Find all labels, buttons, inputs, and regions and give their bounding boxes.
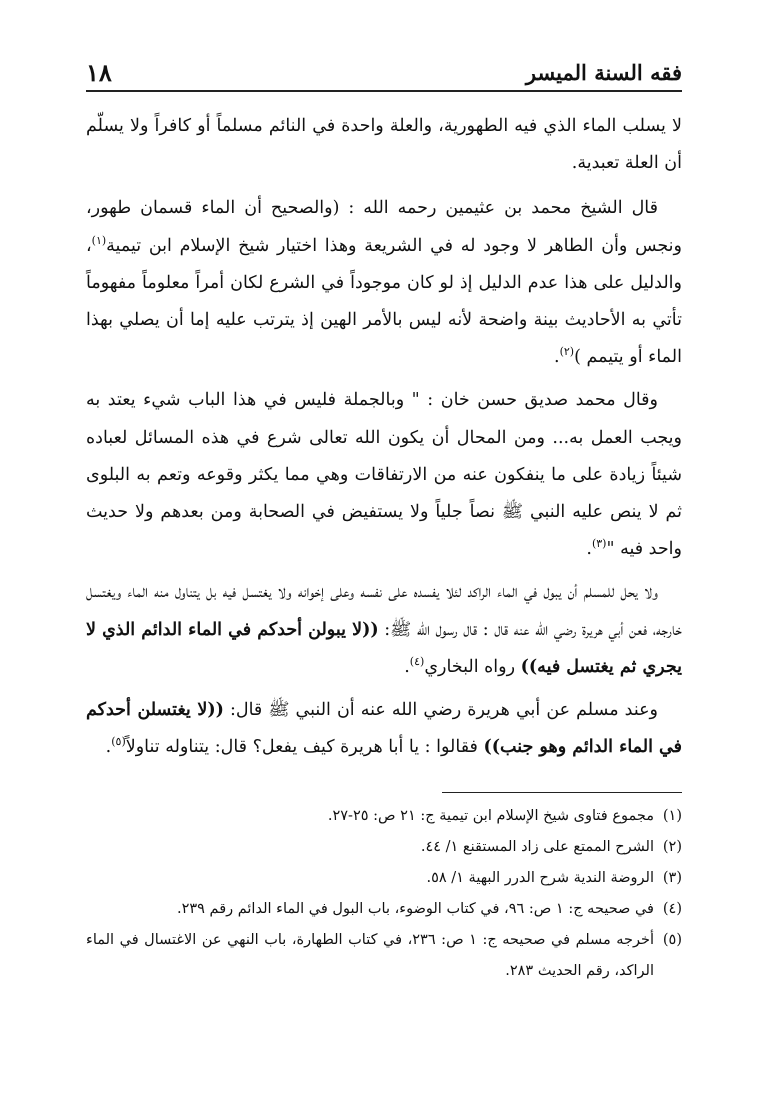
paragraph xyxy=(86,574,682,686)
footnote-text: الروضة الندية شرح الدرر البهية ١/ ٥٨. xyxy=(426,870,654,887)
paragraph-text: فقالوا : يا أبا هريرة كيف يفعل؟ قال: يتناوله تناولاً xyxy=(125,737,484,758)
footnote xyxy=(86,832,682,863)
footnote-text: مجموع فتاوى شيخ الإسلام ابن تيمية ج: ٢١ ص: ٢٥-٢٧. xyxy=(327,808,654,825)
footnote-number: (٥) xyxy=(662,932,682,949)
footnote-text: في صحيحه ج: ١ ص: ٩٦، في كتاب الوضوء، باب البول في الماء الدائم رقم ٢٣٩. xyxy=(176,901,654,918)
hadith-quote: ((لا يغتسلن أحدكم في الماء الدائم وهو جنب)) xyxy=(86,700,682,758)
paragraph-text: . xyxy=(586,539,592,560)
footnote-text: الشرح الممتع على زاد المستقنع ١/ ٤٤. xyxy=(420,839,654,856)
paragraph-text: وقال محمد صديق حسن خان : " وبالجملة فليس في هذا الباب شيء يعتد به ويجب العمل به... ومن المحال أن يكون الله تعالى شرع في هذه المسائل لعباده شيئاً زيادة على ما ينفكون عنه من الارتفاقات وهي مما يكثر وقوعه وتعم به البلوى ثم لا ينص عليه النبي ﷺ نصاً جلياً ولا يستفيض في الصحابة ومن بعدهم ولا حديث واحد فيه " xyxy=(86,390,682,560)
footnote xyxy=(86,801,682,832)
footnote xyxy=(86,925,682,987)
footnote-ref: (٢) xyxy=(559,345,575,359)
footnote-number: (٢) xyxy=(662,839,682,856)
paragraph-text: ، والدليل على هذا عدم الدليل إذ لو كان موجوداً في الشرع لكان أمراً معلوماً مفهوماً تأتي به الأحاديث بينة واضحة لأنه ليس بالأمر الهين إذ يترتب عليه إما أن يصلي بهذا الماء أو يتيمم ) xyxy=(86,235,682,368)
footnote-number: (٤) xyxy=(662,901,682,918)
paragraph-text: لا يسلب الماء الذي فيه الطهورية، والعلة واحدة في النائم مسلماً أو كافراً ولا يسلّم أن العلة تعبدية. xyxy=(86,116,682,174)
page-header xyxy=(86,50,682,92)
footnote-number: (١) xyxy=(662,808,682,825)
footnote xyxy=(86,863,682,894)
page-body xyxy=(86,108,682,987)
footnote-ref: (٤) xyxy=(409,655,425,669)
paragraph xyxy=(86,108,682,182)
paragraph-text: رواه البخاري xyxy=(424,656,521,677)
footnote-text: أخرجه مسلم في صحيحه ج: ١ ص: ٢٣٦، في كتاب الطهارة، باب النهي عن الاغتسال في الماء الراكد، رقم الحديث ٢٨٣. xyxy=(86,932,654,980)
paragraph-text: قال الشيخ محمد بن عثيمين رحمه الله : (والصحيح أن الماء قسمان طهور، ونجس وأن الطاهر لا وجود له في الشريعة وهذا اختيار شيخ الإسلام ابن تيمية xyxy=(86,198,682,256)
footnote-ref: (١) xyxy=(91,233,107,247)
footnote-ref: (٣) xyxy=(591,537,607,551)
paragraph-text: . xyxy=(554,347,560,368)
footnotes xyxy=(86,801,682,987)
paragraph-text: وعند مسلم عن أبي هريرة رضي الله عنه أن النبي ﷺ قال: xyxy=(223,700,659,721)
paragraph-text: ولا يحل للمسلم أن يبول في الماء الراكد لئلا يفسده على نفسه وعلى إخوانه ولا يغتسل فيه بل يتناول منه الماء ويغتسل خارجه، فعن أبي هريرة رضي الله عنه قال : قال رسول الله ﷺ: xyxy=(86,582,682,640)
page-number: ١٨ xyxy=(86,58,112,87)
paragraph xyxy=(86,692,682,766)
book-title: فقه السنة الميسر xyxy=(525,60,682,85)
paragraph xyxy=(86,382,682,568)
footnote-ref: (٥) xyxy=(111,735,126,749)
footnote-number: (٣) xyxy=(662,870,682,887)
paragraph-text: . xyxy=(404,656,410,677)
footnote-divider xyxy=(442,792,682,793)
book-page xyxy=(86,50,682,1090)
paragraph xyxy=(86,190,682,376)
paragraph-text: . xyxy=(105,737,112,758)
footnote xyxy=(86,894,682,925)
hadith-quote: ((لا يبولن أحدكم في الماء الدائم الذي لا يجري ثم يغتسل فيه)) xyxy=(86,619,682,677)
